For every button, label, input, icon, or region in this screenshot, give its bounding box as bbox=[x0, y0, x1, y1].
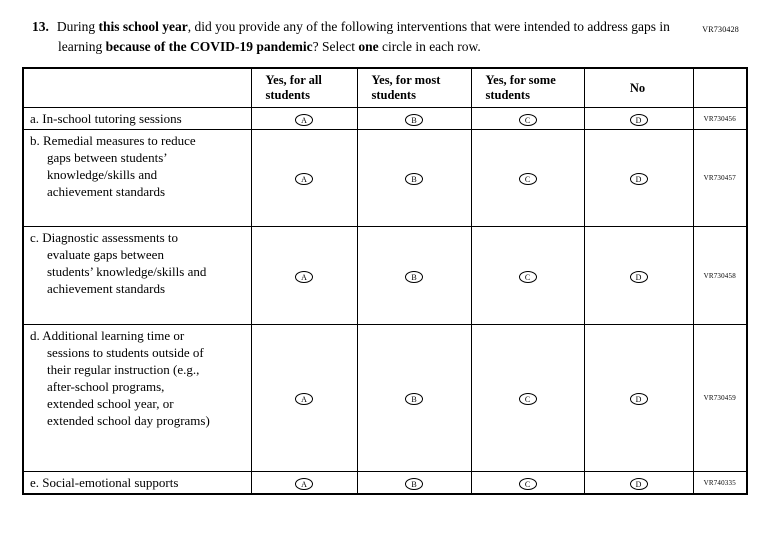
table-row-d bbox=[23, 325, 747, 472]
option-circle-d[interactable]: D bbox=[630, 478, 648, 490]
option-circle-b[interactable]: B bbox=[405, 478, 423, 490]
response-cell bbox=[584, 472, 693, 495]
option-circle-c[interactable]: C bbox=[519, 114, 537, 126]
row-label: Additional learning time or sessions to students outside of their regular instruction (e.g., after-school programs, extended school year, or extended school day programs) bbox=[42, 328, 210, 428]
option-circle-d[interactable]: D bbox=[630, 393, 648, 405]
question-seg: During bbox=[56, 19, 99, 34]
row-letter: a. bbox=[30, 111, 40, 126]
row-admin-code: VR730457 bbox=[693, 130, 747, 227]
question-seg: , did you provide any of the following interventions that were intended to address gaps in learning bbox=[58, 19, 670, 54]
header-row bbox=[23, 68, 747, 108]
row-label-cell bbox=[23, 227, 251, 325]
response-cell bbox=[584, 227, 693, 325]
option-circle-b[interactable]: B bbox=[405, 173, 423, 185]
column-header-yes-some: Yes, for some students bbox=[471, 68, 584, 108]
option-circle-a[interactable]: A bbox=[295, 271, 313, 283]
row-label-cell bbox=[23, 472, 251, 495]
option-circle-c[interactable]: C bbox=[519, 393, 537, 405]
response-cell bbox=[357, 108, 471, 130]
response-cell bbox=[471, 472, 584, 495]
header-blank bbox=[23, 68, 251, 108]
row-admin-code: VR730458 bbox=[693, 227, 747, 325]
question-seg: ? Select bbox=[312, 38, 359, 54]
response-table bbox=[22, 67, 748, 495]
option-circle-a[interactable]: A bbox=[295, 393, 313, 405]
option-circle-c[interactable]: C bbox=[519, 271, 537, 283]
header-code-blank bbox=[693, 68, 747, 108]
option-circle-b[interactable]: B bbox=[405, 393, 423, 405]
table-row-b bbox=[23, 130, 747, 227]
option-circle-a[interactable]: A bbox=[295, 114, 313, 126]
response-cell bbox=[251, 227, 357, 325]
response-cell bbox=[471, 130, 584, 227]
row-label: In-school tutoring sessions bbox=[42, 111, 182, 126]
question-seg-bold: because of the COVID-19 pandemic bbox=[105, 38, 313, 54]
response-cell bbox=[584, 325, 693, 472]
option-circle-b[interactable]: B bbox=[405, 114, 423, 126]
question-text bbox=[32, 17, 672, 56]
option-circle-b[interactable]: B bbox=[405, 271, 423, 283]
option-circle-a[interactable]: A bbox=[295, 478, 313, 490]
question-seg-bold: one bbox=[358, 38, 379, 54]
row-letter: e. bbox=[30, 475, 40, 490]
row-letter: d. bbox=[30, 328, 40, 343]
row-admin-code: VR730459 bbox=[693, 325, 747, 472]
option-circle-c[interactable]: C bbox=[519, 478, 537, 490]
row-label-cell bbox=[23, 130, 251, 227]
response-cell bbox=[251, 325, 357, 472]
row-letter: c. bbox=[30, 230, 40, 245]
row-label: Social-emotional supports bbox=[42, 475, 179, 490]
response-cell bbox=[471, 108, 584, 130]
response-cell bbox=[251, 130, 357, 227]
question-number: 13. bbox=[32, 19, 49, 34]
table-row-a bbox=[23, 108, 747, 130]
page-admin-code: VR730428 bbox=[702, 25, 739, 34]
question-seg: circle in each row. bbox=[378, 38, 481, 54]
column-header-yes-most: Yes, for most students bbox=[357, 68, 471, 108]
response-cell bbox=[357, 227, 471, 325]
row-label: Diagnostic assessments to evaluate gaps between students’ knowledge/skills and achievement standards bbox=[42, 230, 207, 296]
row-admin-code: VR740335 bbox=[693, 472, 747, 495]
response-cell bbox=[584, 108, 693, 130]
option-circle-d[interactable]: D bbox=[630, 114, 648, 126]
option-circle-c[interactable]: C bbox=[519, 173, 537, 185]
response-cell bbox=[471, 227, 584, 325]
response-cell bbox=[584, 130, 693, 227]
option-circle-d[interactable]: D bbox=[630, 271, 648, 283]
response-cell bbox=[357, 325, 471, 472]
option-circle-d[interactable]: D bbox=[630, 173, 648, 185]
row-admin-code: VR730456 bbox=[693, 108, 747, 130]
row-label-cell bbox=[23, 108, 251, 130]
column-header-yes-all: Yes, for all students bbox=[251, 68, 357, 108]
row-label: Remedial measures to reduce gaps between students’ knowledge/skills and achievement standards bbox=[43, 133, 196, 199]
question-seg-bold: this school year bbox=[98, 19, 188, 34]
response-cell bbox=[471, 325, 584, 472]
questionnaire-page bbox=[0, 17, 769, 551]
response-cell bbox=[251, 108, 357, 130]
row-label-cell bbox=[23, 325, 251, 472]
option-circle-a[interactable]: A bbox=[295, 173, 313, 185]
response-cell bbox=[251, 472, 357, 495]
response-cell bbox=[357, 130, 471, 227]
table-row-c bbox=[23, 227, 747, 325]
response-cell bbox=[357, 472, 471, 495]
table-row-e bbox=[23, 472, 747, 495]
row-letter: b. bbox=[30, 133, 40, 148]
column-header-no: No bbox=[584, 68, 693, 108]
